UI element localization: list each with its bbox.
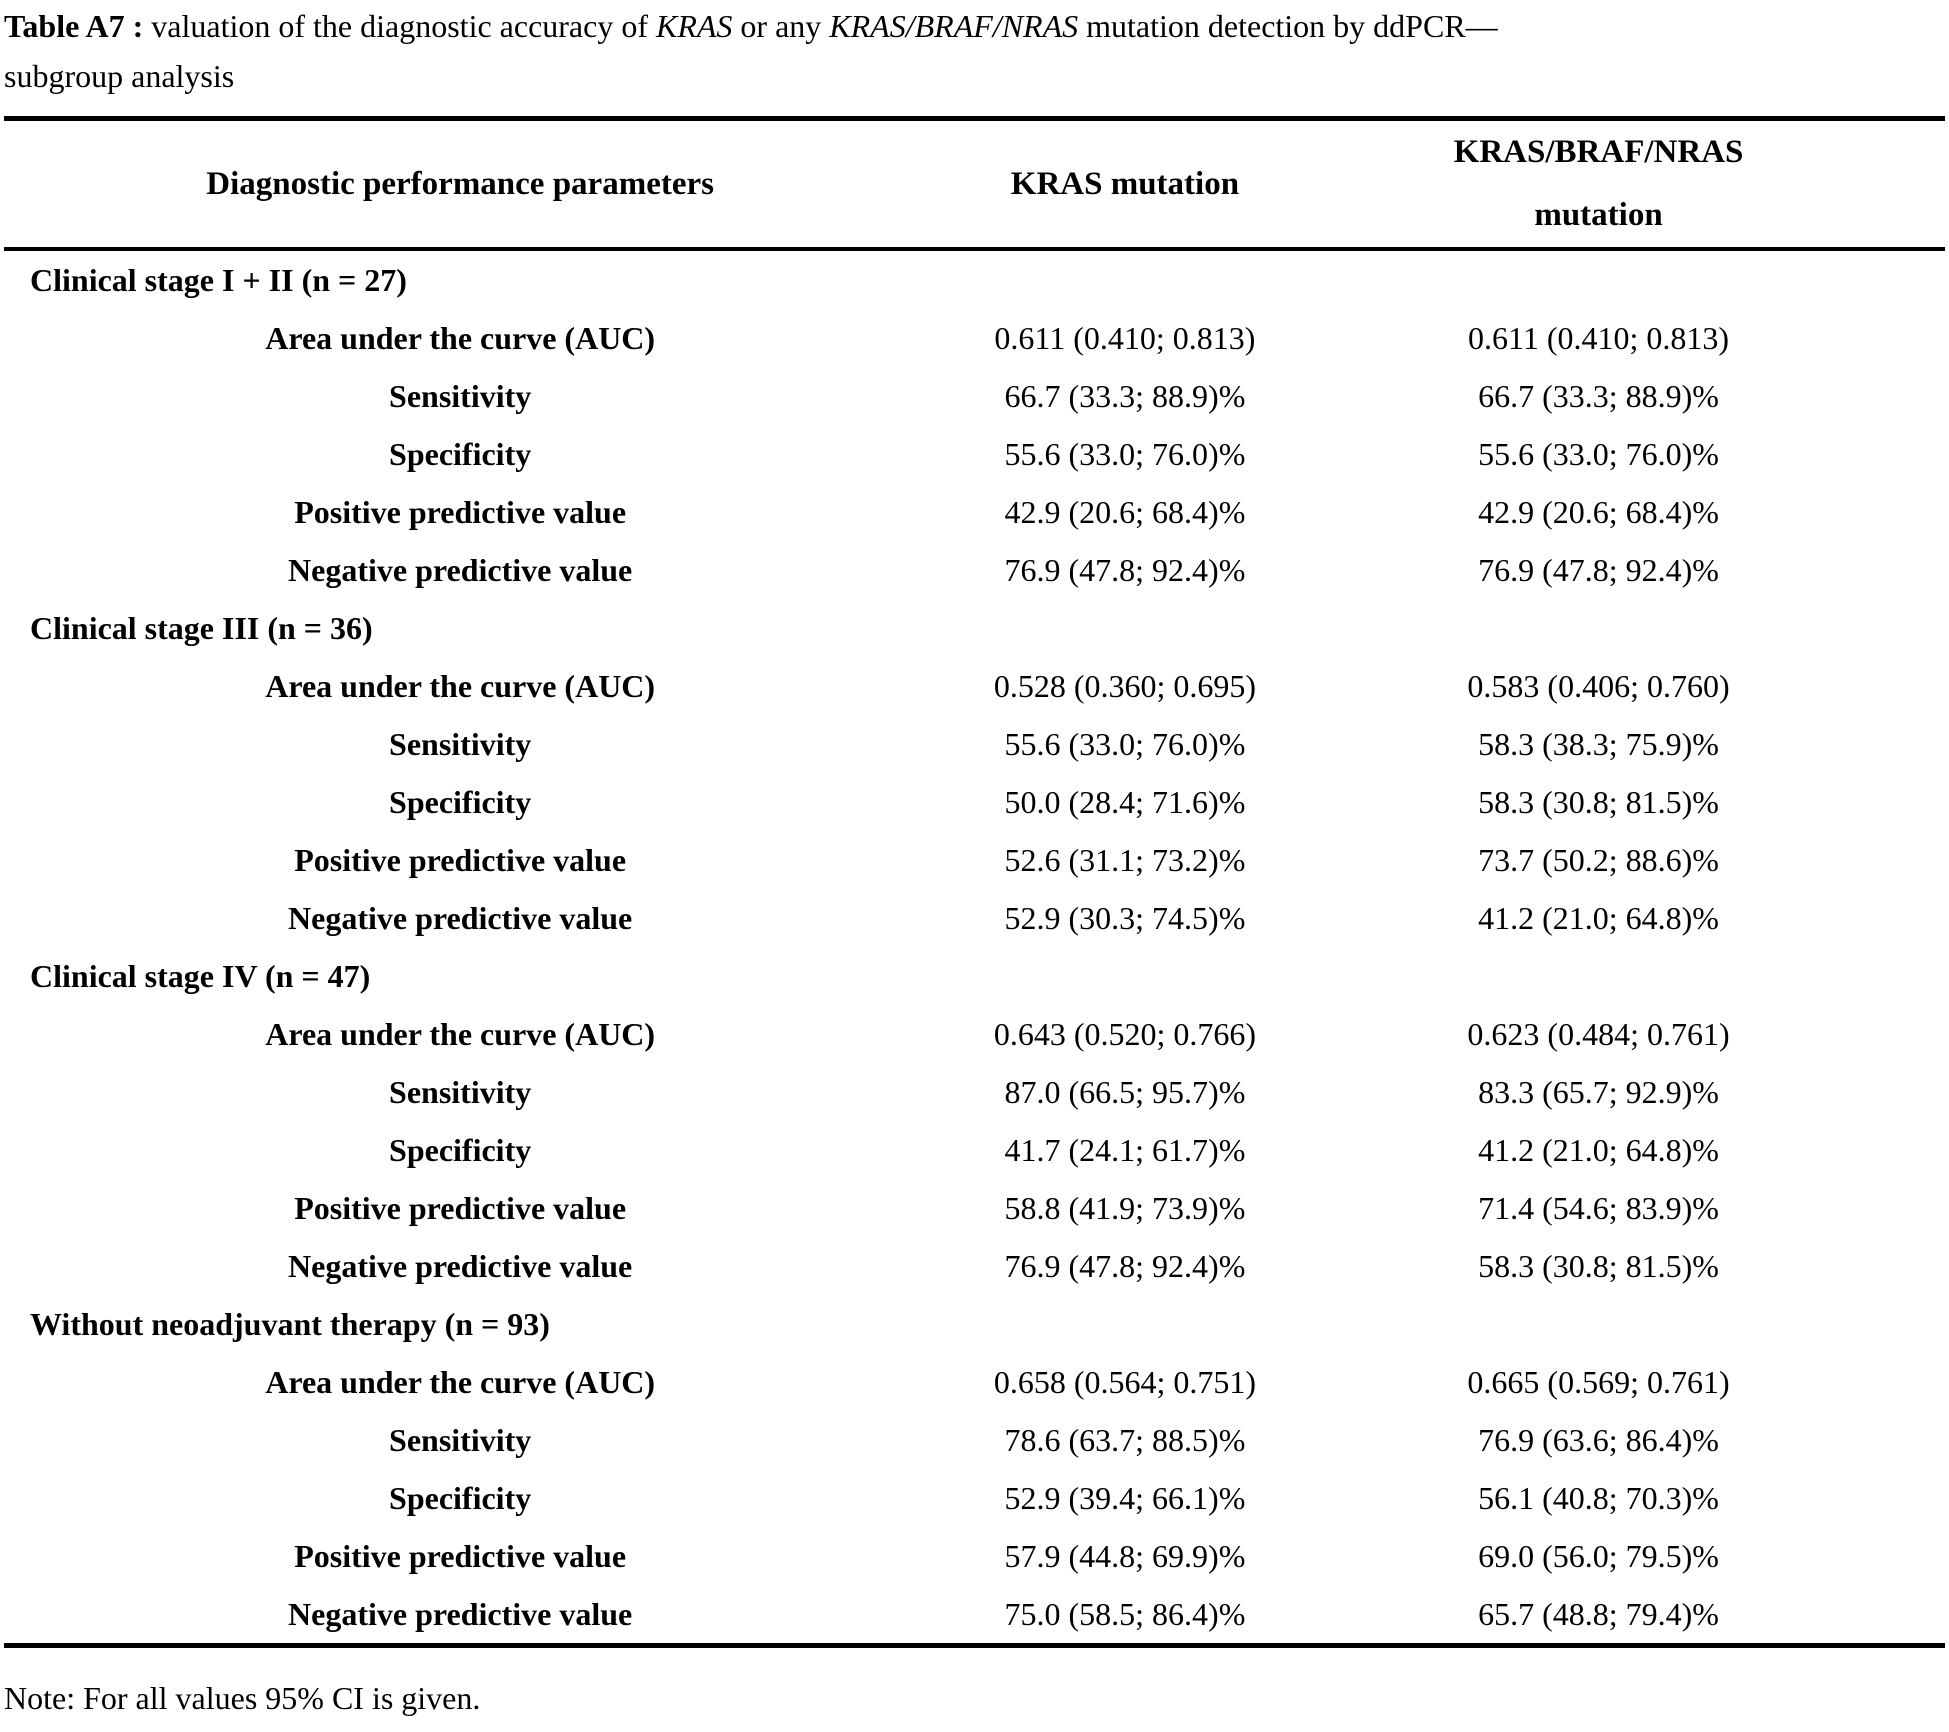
caption-text-2: or any [732,8,830,44]
kras-mutation-value: 58.8 (41.9; 73.9)% [1004,1189,1246,1226]
kras-mutation-value: 66.7 (33.3; 88.9)% [1004,377,1246,414]
parameter-label: Positive predictive value [294,1189,627,1226]
spacer-cell [1863,309,1945,367]
parameter-label: Positive predictive value [294,493,627,530]
section-header-row [4,599,1945,657]
kras-braf-nras-mutation-value: 71.4 (54.6; 83.9)% [1478,1189,1719,1226]
spacer-cell [1863,1585,1945,1646]
kras-mutation-value: 52.9 (39.4; 66.1)% [1004,1479,1246,1516]
parameter-label: Area under the curve (AUC) [265,319,656,356]
spacer-cell [1863,831,1945,889]
kras-mutation-value: 42.9 (20.6; 68.4)% [1004,493,1246,530]
section-header: Clinical stage III (n = 36) [30,609,373,646]
section-header-row [4,947,1945,1005]
diagnostic-accuracy-table [4,116,1945,1648]
table-row [4,1005,1945,1063]
table-row [4,309,1945,367]
table-row [4,1121,1945,1179]
kras-mutation-value: 50.0 (28.4; 71.6)% [1004,783,1246,820]
spacer-cell [1863,1411,1945,1469]
section-header: Clinical stage IV (n = 47) [30,957,371,994]
kras-braf-nras-mutation-value: 0.623 (0.484; 0.761) [1467,1015,1730,1052]
spacer-cell [1863,889,1945,947]
spacer-cell [1863,1005,1945,1063]
table-row [4,831,1945,889]
kras-mutation-value: 87.0 (66.5; 95.7)% [1004,1073,1246,1110]
parameter-label: Area under the curve (AUC) [265,1015,656,1052]
kras-mutation-value: 0.643 (0.520; 0.766) [993,1015,1257,1052]
table-row [4,1353,1945,1411]
kras-braf-nras-mutation-value: 69.0 (56.0; 79.5)% [1478,1537,1719,1574]
column-header-parameters: Diagnostic performance parameters [4,119,916,250]
kras-mutation-value: 55.6 (33.0; 76.0)% [1004,725,1246,762]
kras-braf-nras-mutation-value: 56.1 (40.8; 70.3)% [1478,1479,1719,1516]
table-row [4,1411,1945,1469]
parameter-label: Area under the curve (AUC) [265,667,656,704]
column-header-kbn-line2: mutation [1534,197,1663,233]
table-row [4,1237,1945,1295]
kras-braf-nras-mutation-value: 58.3 (30.8; 81.5)% [1478,1247,1719,1284]
spacer-cell [1863,425,1945,483]
parameter-label: Sensitivity [389,1073,532,1110]
table-header-row [4,119,1945,250]
table-row [4,1469,1945,1527]
spacer-cell [1863,1353,1945,1411]
kras-braf-nras-mutation-value: 76.9 (63.6; 86.4)% [1478,1421,1719,1458]
kras-mutation-value: 52.9 (30.3; 74.5)% [1004,899,1246,936]
spacer-cell [1863,657,1945,715]
table-row [4,657,1945,715]
spacer-cell [1863,1063,1945,1121]
table-row [4,483,1945,541]
kras-braf-nras-mutation-value: 58.3 (38.3; 75.9)% [1478,725,1719,762]
caption-line-2: subgroup analysis [4,57,235,94]
table-row [4,1585,1945,1646]
kras-braf-nras-mutation-value: 65.7 (48.8; 79.4)% [1478,1595,1719,1632]
parameter-label: Sensitivity [389,377,532,414]
kras-braf-nras-mutation-value: 73.7 (50.2; 88.6)% [1478,841,1719,878]
spacer-cell [1863,1121,1945,1179]
table-row [4,1527,1945,1585]
kras-braf-nras-mutation-value: 55.6 (33.0; 76.0)% [1478,435,1719,472]
kras-braf-nras-mutation-value: 41.2 (21.0; 64.8)% [1478,899,1719,936]
table-row [4,773,1945,831]
spacer-cell [1863,1179,1945,1237]
kras-mutation-value: 41.7 (24.1; 61.7)% [1004,1131,1246,1168]
parameter-label: Specificity [389,1479,532,1516]
spacer-cell [1863,541,1945,599]
spacer-cell [1863,367,1945,425]
kras-mutation-value: 76.9 (47.8; 92.4)% [1004,551,1246,588]
spacer-cell [1863,1469,1945,1527]
table-row [4,715,1945,773]
kras-mutation-value: 0.611 (0.410; 0.813) [994,319,1256,356]
caption-gene-kras-braf-nras: KRAS/BRAF/NRAS [829,8,1079,44]
kras-braf-nras-mutation-value: 0.583 (0.406; 0.760) [1467,667,1730,704]
kras-mutation-value: 55.6 (33.0; 76.0)% [1004,435,1246,472]
caption-text-3: mutation detection by ddPCR— [1078,8,1498,44]
column-header-kras-braf-nras-mutation [1334,119,1864,250]
section-header: Clinical stage I + II (n = 27) [30,261,407,298]
kras-mutation-value: 78.6 (63.7; 88.5)% [1004,1421,1246,1458]
kras-braf-nras-mutation-value: 0.665 (0.569; 0.761) [1467,1363,1730,1400]
kras-mutation-value: 0.658 (0.564; 0.751) [993,1363,1257,1400]
parameter-label: Specificity [389,783,532,820]
kras-mutation-value: 76.9 (47.8; 92.4)% [1004,1247,1246,1284]
spacer-cell [1863,1237,1945,1295]
table-caption [4,2,1945,116]
parameter-label: Negative predictive value [288,551,633,588]
spacer-cell [1863,483,1945,541]
parameter-label: Positive predictive value [294,841,627,878]
section-header-row [4,1295,1945,1353]
kras-braf-nras-mutation-value: 83.3 (65.7; 92.9)% [1478,1073,1719,1110]
parameter-label: Negative predictive value [288,1595,633,1632]
kras-mutation-value: 0.528 (0.360; 0.695) [993,667,1257,704]
parameter-label: Specificity [389,435,532,472]
table-row [4,541,1945,599]
kras-braf-nras-mutation-value: 0.611 (0.410; 0.813) [1468,319,1730,356]
spacer-cell [1863,1527,1945,1585]
table-caption-label: Table A7 : [4,8,144,44]
table-row [4,1179,1945,1237]
parameter-label: Sensitivity [389,1421,532,1458]
parameter-label: Positive predictive value [294,1537,627,1574]
caption-text-1: valuation of the diagnostic accuracy of [143,8,656,44]
kras-mutation-value: 57.9 (44.8; 69.9)% [1004,1537,1246,1574]
parameter-label: Area under the curve (AUC) [265,1363,656,1400]
column-header-kras-mutation: KRAS mutation [916,119,1333,250]
caption-gene-kras: KRAS [655,8,733,44]
parameter-label: Negative predictive value [288,1247,633,1284]
section-header: Without neoadjuvant therapy (n = 93) [30,1305,550,1342]
column-header-kbn-line1: KRAS/BRAF/NRAS [1453,134,1744,171]
kras-braf-nras-mutation-value: 41.2 (21.0; 64.8)% [1478,1131,1719,1168]
table-note: Note: For all values 95% CI is given. [4,1680,481,1716]
table-row [4,1063,1945,1121]
kras-braf-nras-mutation-value: 76.9 (47.8; 92.4)% [1478,551,1719,588]
table-row [4,367,1945,425]
table-row [4,889,1945,947]
parameter-label: Specificity [389,1131,532,1168]
section-header-row [4,249,1945,309]
spacer-cell [1863,773,1945,831]
kras-braf-nras-mutation-value: 66.7 (33.3; 88.9)% [1478,377,1719,414]
spacer-cell [1863,715,1945,773]
parameter-label: Sensitivity [389,725,532,762]
kras-braf-nras-mutation-value: 58.3 (30.8; 81.5)% [1478,783,1719,820]
kras-mutation-value: 52.6 (31.1; 73.2)% [1004,841,1246,878]
parameter-label: Negative predictive value [288,899,633,936]
kras-mutation-value: 75.0 (58.5; 86.4)% [1004,1595,1246,1632]
table-row [4,425,1945,483]
column-header-spacer [1863,119,1945,250]
kras-braf-nras-mutation-value: 42.9 (20.6; 68.4)% [1478,493,1719,530]
